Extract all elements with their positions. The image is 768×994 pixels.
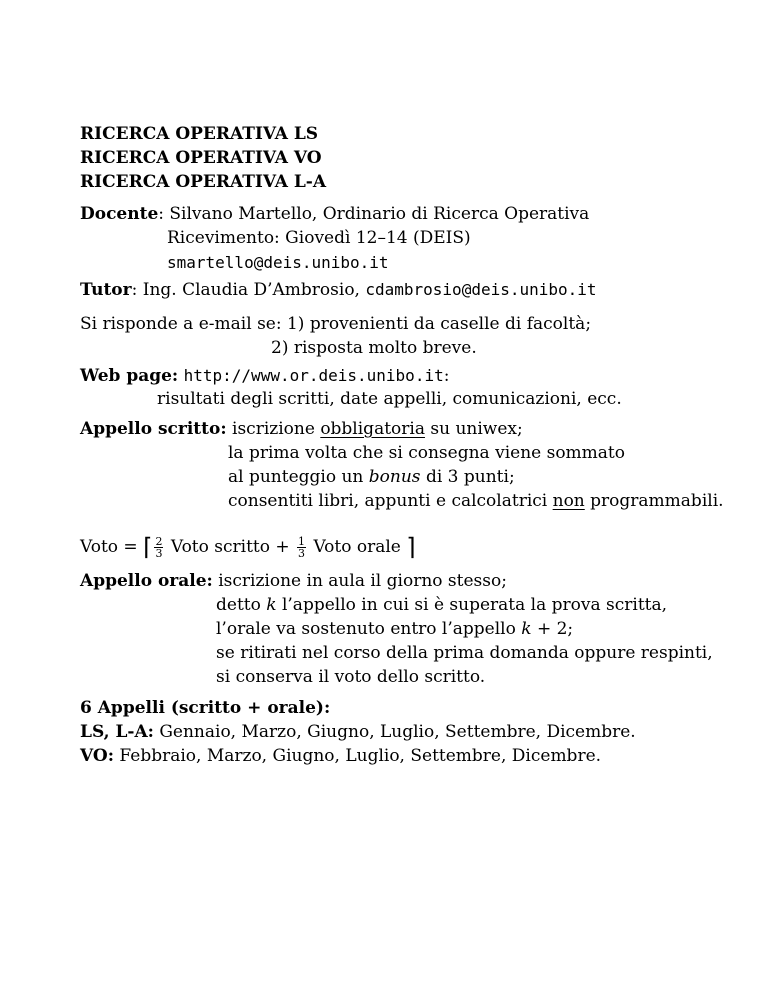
scritto-line2: la prima volta che si consegna viene sommato — [228, 443, 626, 463]
docente-name: : Silvano Martello, Ordinario di Ricerca Operativa — [158, 204, 590, 224]
ls-la-label: LS, L-A: — [80, 722, 154, 742]
web-description: risultati degli scritti, date appelli, comunicazioni, ecc. — [157, 389, 622, 409]
non-underlined: non — [552, 491, 585, 511]
appelli-heading: 6 Appelli (scritto + orale): — [80, 698, 331, 718]
orale-line2 — [216, 594, 667, 617]
fraction-denominator: 3 — [155, 547, 163, 560]
formula-term2: Voto orale — [313, 537, 407, 557]
appelli-vo — [80, 745, 601, 768]
web-colon: : — [443, 366, 450, 386]
appelli-ls-la — [80, 721, 636, 744]
scritto-line1 — [80, 418, 523, 441]
title-vo: RICERCA OPERATIVA VO — [80, 148, 322, 168]
fraction-two-thirds — [154, 536, 163, 559]
scritto-text: iscrizione — [232, 419, 321, 439]
docente-email[interactable]: smartello@deis.unibo.it — [167, 253, 389, 272]
scritto-line4 — [228, 490, 724, 513]
fraction-one-third — [297, 536, 306, 559]
ceil-left-icon: ⌈ — [143, 533, 153, 561]
docente-line — [80, 203, 589, 226]
fraction-denominator: 3 — [298, 547, 306, 560]
scritto-label: Appello scritto: — [80, 419, 227, 439]
scritto-text: programmabili. — [584, 491, 724, 511]
email-policy-line1: Si risponde a e-mail se: 1) provenienti da caselle di facoltà; — [80, 314, 592, 334]
orale-line5: si conserva il voto dello scritto. — [216, 667, 486, 687]
tutor-line — [80, 278, 597, 302]
orale-text: detto — [216, 595, 267, 615]
ls-la-months: Gennaio, Marzo, Giugno, Luglio, Settembre, Dicembre. — [153, 722, 636, 742]
vo-months: Febbraio, Marzo, Giugno, Luglio, Settembre, Dicembre. — [113, 746, 602, 766]
formula-lhs: Voto = — [80, 537, 144, 557]
ceil-right-icon: ⌉ — [406, 533, 416, 561]
tutor-text: : Ing. Claudia D’Ambrosio, — [131, 280, 366, 300]
k-variable: k — [521, 619, 532, 639]
orale-text: iscrizione in aula il giorno stesso; — [218, 571, 507, 591]
scritto-text: consentiti libri, appunti e calcolatrici — [228, 491, 553, 511]
web-url[interactable]: http://www.or.deis.unibo.it — [183, 366, 444, 385]
orale-line4: se ritirati nel corso della prima domanda oppure respinti, — [216, 643, 713, 663]
formula-term1: Voto scritto + — [170, 537, 296, 557]
orale-text: l’orale va sostenuto entro l’appello — [216, 619, 522, 639]
orale-text: + 2; — [531, 619, 574, 639]
orale-line1 — [80, 570, 507, 593]
bonus-italic: bonus — [368, 467, 421, 487]
web-line — [80, 364, 449, 388]
k-variable: k — [266, 595, 277, 615]
voto-formula — [80, 533, 416, 561]
tutor-label: Tutor — [80, 280, 132, 300]
orale-label: Appello orale: — [80, 571, 213, 591]
email-policy-line2: 2) risposta molto breve. — [271, 338, 477, 358]
fraction-numerator: 1 — [298, 535, 306, 548]
tutor-email[interactable]: cdambrosio@deis.unibo.it — [365, 280, 597, 299]
obbligatoria-underlined: obbligatoria — [320, 419, 425, 439]
orale-text: l’appello in cui si è superata la prova scritta, — [276, 595, 668, 615]
scritto-line3 — [228, 466, 515, 489]
orale-line3 — [216, 618, 573, 641]
docente-ricevimento: Ricevimento: Giovedì 12–14 (DEIS) — [167, 228, 471, 248]
fraction-numerator: 2 — [155, 535, 163, 548]
scritto-text: su uniwex; — [424, 419, 523, 439]
vo-label: VO: — [80, 746, 114, 766]
scritto-text: al punteggio un — [228, 467, 369, 487]
docente-label: Docente — [80, 204, 159, 224]
title-ls: RICERCA OPERATIVA LS — [80, 124, 319, 144]
scritto-text: di 3 punti; — [420, 467, 515, 487]
web-label: Web page: — [80, 366, 179, 386]
title-la: RICERCA OPERATIVA L-A — [80, 172, 327, 192]
